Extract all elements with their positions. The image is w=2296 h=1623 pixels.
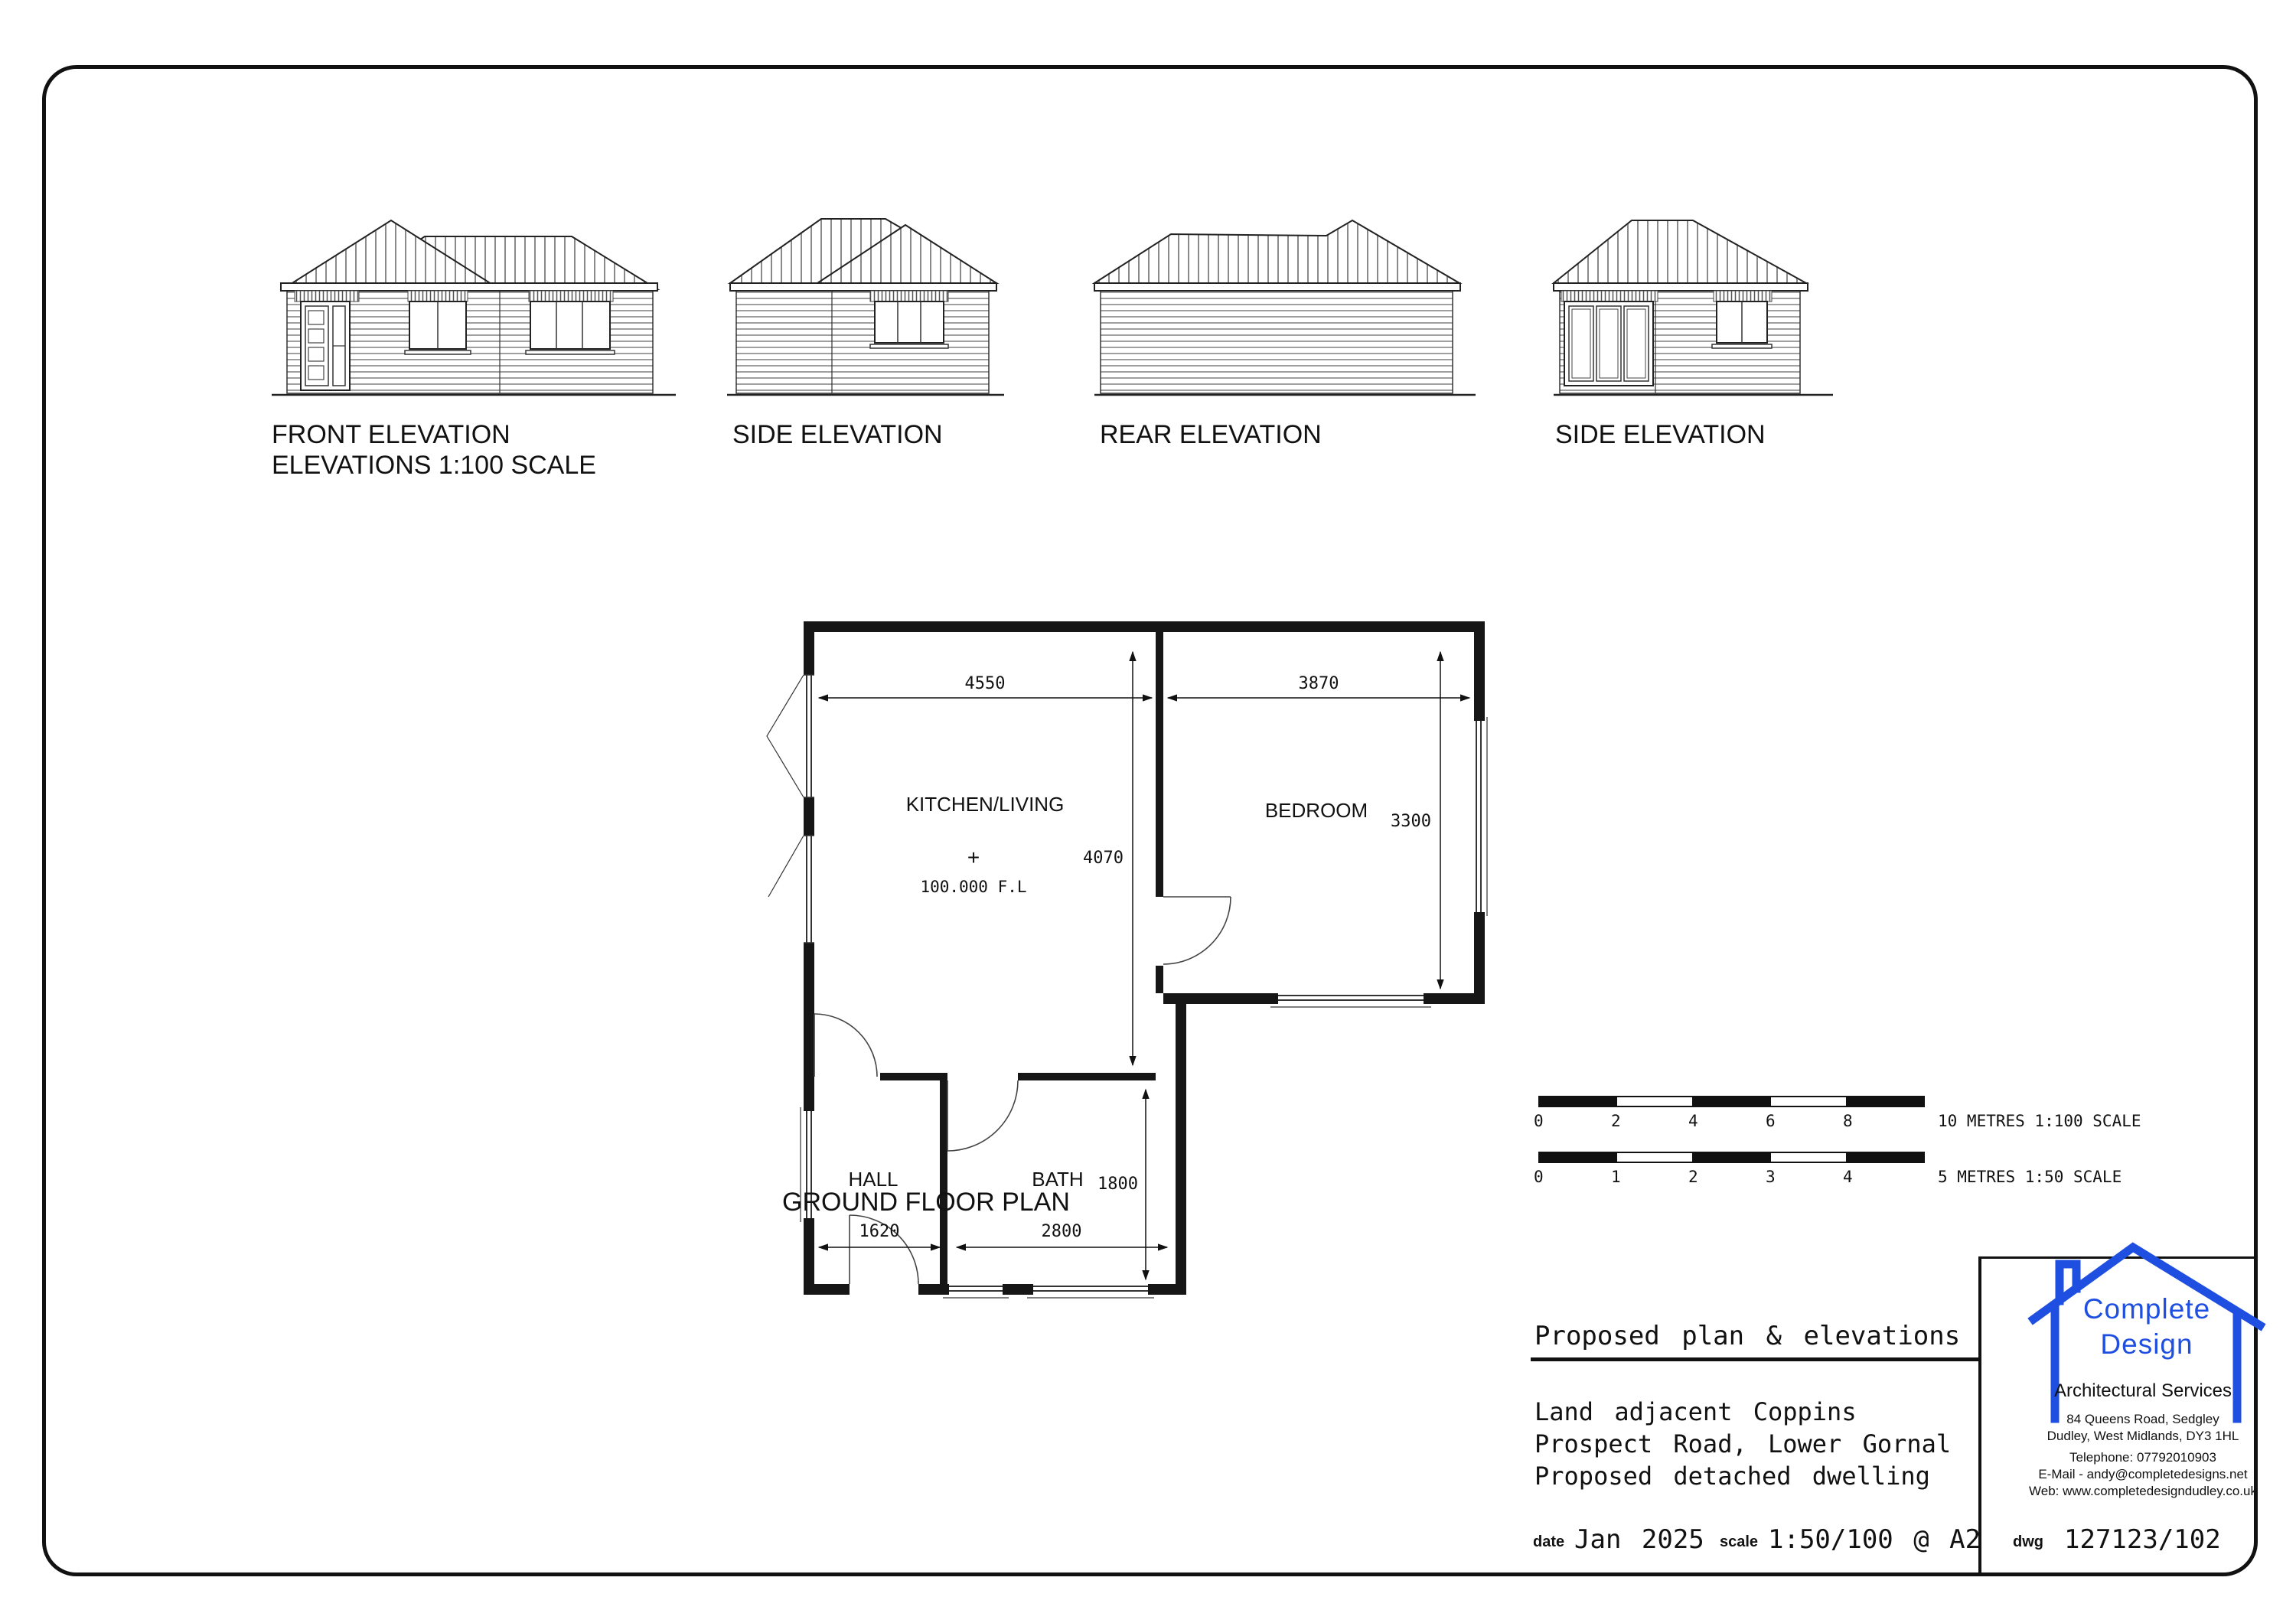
titleblock-heading: Proposed plan & elevations [1534,1321,1961,1351]
company-email: E-Mail - andy@completedesigns.net [2038,1467,2248,1481]
scale-value: 1:50/100 @ A2 [1768,1524,1981,1555]
dwg-value: 127123/102 [2064,1524,2221,1555]
front-elevation-label: FRONT ELEVATION [272,420,510,449]
scale-tick: 0 [1534,1112,1544,1130]
side-elevation-2-drawing [1554,204,1837,401]
scale-bar-1-100-bar [1538,1096,1925,1107]
front-window-1 [405,301,471,354]
site-line-3: Proposed detached dwelling [1534,1462,1930,1491]
company-address-1: 84 Queens Road, Sedgley [2066,1412,2219,1426]
room-label-kitchen: KITCHEN/LIVING [905,793,1065,816]
room-label-bath: BATH [1032,1168,1084,1191]
side2-french-doors [1564,301,1653,386]
site-line-2: Prospect Road, Lower Gornal [1534,1429,1952,1458]
dwg-label: dwg [2013,1533,2043,1550]
company-details [2005,1380,2281,1500]
scale-bar-1-100 [1534,1096,2227,1134]
company-logo-text [2020,1292,2273,1362]
scale-bar-1-50-bar [1538,1152,1925,1163]
dim-kitchen-height: 4070 [1083,849,1124,868]
scale-bar-1-50 [1534,1152,2227,1190]
side1-window [870,301,948,348]
scale-bar-1-50-label: 5 METRES 1:50 SCALE [1938,1168,2122,1186]
date-value: Jan 2025 [1574,1524,1704,1555]
titleblock-site-address [1534,1396,1951,1492]
scale-tick: 2 [1611,1112,1621,1130]
scale-tick: 0 [1534,1168,1544,1186]
company-tagline: Architectural Services [2053,1380,2232,1401]
front-elevation-label-block [272,419,596,481]
company-name-line2: Design [2100,1328,2193,1360]
dim-bath-height: 1800 [1097,1175,1138,1194]
room-label-hall: HALL [848,1168,899,1191]
scale-tick: 2 [1688,1168,1698,1186]
scale-label: scale [1720,1533,1759,1550]
room-label-bedroom: BEDROOM [1264,799,1368,822]
dim-hall-width: 1620 [859,1222,900,1241]
company-phone: Telephone: 07792010903 [2069,1450,2216,1465]
side-elevation-1-drawing [727,204,1006,401]
site-line-1: Land adjacent Coppins [1534,1397,1857,1426]
dim-kitchen-width: 4550 [964,674,1006,693]
company-address-2: Dudley, West Midlands, DY3 1HL [2047,1429,2239,1443]
side-elevation-1-label: SIDE ELEVATION [732,420,943,449]
elevations-scale-note: ELEVATIONS 1:100 SCALE [272,451,596,480]
side2-window [1712,301,1772,348]
rear-elevation-drawing [1094,204,1477,401]
scale-tick: 3 [1766,1168,1776,1186]
scale-tick: 6 [1766,1112,1776,1130]
dim-bedroom-height: 3300 [1391,812,1431,831]
company-name-line1: Complete [2082,1293,2211,1325]
side-elevation-2-label: SIDE ELEVATION [1555,420,1766,449]
front-window-2 [526,301,615,354]
scale-tick: 8 [1843,1112,1853,1130]
level-marker-label: 100.000 F.L [920,878,1027,896]
rear-elevation-label: REAR ELEVATION [1100,420,1322,449]
level-marker-plus: + [967,846,980,869]
front-door [301,301,350,390]
ground-floor-plan-title: GROUND FLOOR PLAN [782,1188,1070,1217]
dim-bath-width: 2800 [1041,1222,1082,1241]
scale-tick: 4 [1843,1168,1853,1186]
date-label: date [1533,1533,1565,1550]
titleblock-heading-rule [1531,1357,1981,1361]
scale-bar-1-100-label: 10 METRES 1:100 SCALE [1938,1112,2141,1130]
dim-bedroom-width: 3870 [1298,674,1339,693]
company-web: Web: www.completedesigndudley.co.uk [2029,1484,2257,1498]
scale-tick: 4 [1688,1112,1698,1130]
scale-tick: 1 [1611,1168,1621,1186]
front-elevation-drawing [272,204,677,401]
